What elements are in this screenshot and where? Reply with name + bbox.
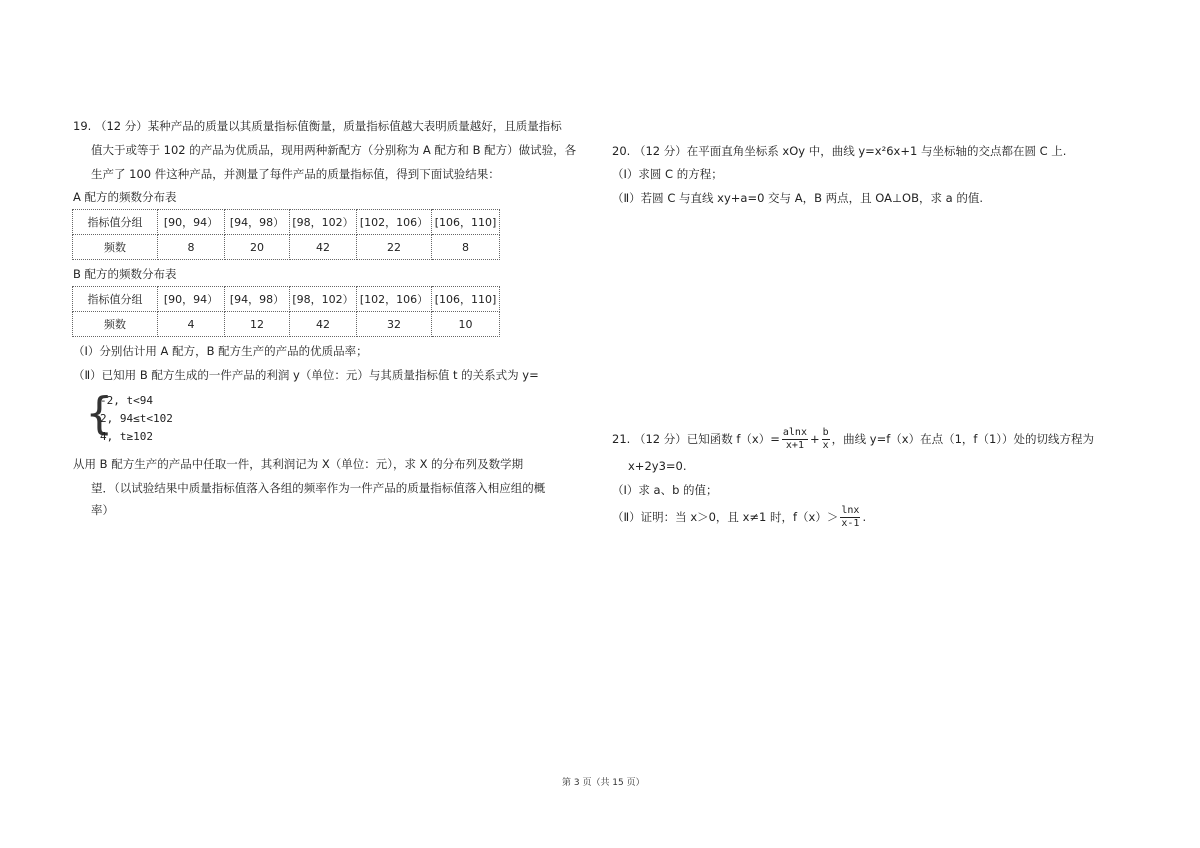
q19-tail3: 率） [91, 503, 114, 517]
table-cell: [98，102） [290, 287, 357, 312]
q21-prefix: 21. （12 分）已知函数 f（x）= [612, 432, 780, 446]
table-cell: 42 [290, 235, 357, 260]
table-cell: 12 [225, 312, 290, 337]
table-a-data-row [73, 235, 500, 260]
q19-part1: （Ⅰ）分别估计用 A 配方，B 配方生产的产品的优质品率； [73, 344, 368, 358]
table-cell: 20 [225, 235, 290, 260]
q20-part2: （Ⅱ）若圆 C 与直线 xy+a=0 交与 A，B 两点，且 OA⊥OB，求 a 的值. [612, 191, 983, 205]
fraction-denominator: x [822, 440, 829, 451]
table-cell: [98，102） [290, 210, 357, 235]
table-cell: [90，94） [158, 287, 225, 312]
table-a-header-row [73, 210, 500, 235]
fraction-alnx-over-x-plus-1 [782, 427, 808, 452]
q21-part2-suffix: . [862, 510, 867, 524]
q19-part2: （Ⅱ）已知用 B 配方生成的一件产品的利润 y（单位：元）与其质量指标值 t 的关系式为 y= [73, 368, 539, 382]
q21-part2 [612, 502, 866, 532]
piece-1: -2, t<94 [100, 394, 153, 407]
table-cell: [90，94） [158, 210, 225, 235]
q19-line1: 19. （12 分）某种产品的质量以其质量指标值衡量，质量指标值越大表明质量越好，且质量指标 [73, 119, 562, 133]
table-cell: [106，110] [432, 210, 500, 235]
q20-part1: （Ⅰ）求圆 C 的方程； [612, 167, 723, 181]
table-cell: 10 [432, 312, 500, 337]
table-b-header-row [73, 287, 500, 312]
q19-tail1: 从用 B 配方生产的产品中任取一件，其利润记为 X（单位：元），求 X 的分布列及数学期 [73, 457, 524, 471]
plus-sign: + [809, 432, 820, 446]
fraction-denominator: x-1 [841, 518, 860, 529]
table-cell: 22 [357, 235, 432, 260]
table-cell: [106，110] [432, 287, 500, 312]
q19-line3: 生产了 100 件这种产品，并测量了每件产品的质量指标值，得到下面试验结果： [91, 167, 500, 181]
q21-part2-prefix: （Ⅱ）证明：当 x＞0，且 x≠1 时，f（x）＞ [612, 510, 839, 524]
table-cell: 指标值分组 [73, 210, 158, 235]
table-cell: 频数 [73, 312, 158, 337]
q20-line1: 20. （12 分）在平面直角坐标系 xOy 中，曲线 y=x²6x+1 与坐标轴的交点都在圆 C 上. [612, 144, 1067, 158]
piecewise-function [100, 392, 173, 446]
piece-2: 2, 94≤t<102 [100, 412, 173, 425]
q21-part1: （Ⅰ）求 a、b 的值； [612, 483, 718, 497]
fraction-numerator: alnx [782, 427, 807, 438]
table-cell: 8 [158, 235, 225, 260]
fraction-b-over-x [822, 427, 830, 452]
fraction-numerator: b [822, 427, 829, 438]
table-cell: [102，106） [357, 287, 432, 312]
table-cell: 32 [357, 312, 432, 337]
table-cell: 42 [290, 312, 357, 337]
table-a [72, 209, 500, 260]
brace-icon: { [86, 388, 113, 439]
fraction-numerator: lnx [841, 505, 860, 516]
piece-3: 4, t≥102 [100, 430, 153, 443]
q19-line2: 值大于或等于 102 的产品为优质品，现用两种新配方（分别称为 A 配方和 B 配方）做试验，各 [91, 143, 577, 157]
table-b-data-row [73, 312, 500, 337]
table-cell: [94，98） [225, 210, 290, 235]
q21-line1 [612, 424, 1094, 454]
table-cell: 4 [158, 312, 225, 337]
q19-tail2: 望．（以试验结果中质量指标值落入各组的频率作为一件产品的质量指标值落入相应组的概 [91, 481, 546, 495]
fraction-lnx-over-x-minus-1 [840, 505, 860, 530]
table-b [72, 286, 500, 337]
table-cell: 8 [432, 235, 500, 260]
table-cell: 指标值分组 [73, 287, 158, 312]
table-cell: 频数 [73, 235, 158, 260]
table-cell: [102，106） [357, 210, 432, 235]
table-b-title: B 配方的频数分布表 [73, 267, 177, 281]
table-a-title: A 配方的频数分布表 [73, 190, 177, 204]
table-cell: [94，98） [225, 287, 290, 312]
q21-line2: x+2y3=0. [628, 459, 687, 473]
q21-suffix: ，曲线 y=f（x）在点（1，f（1））处的切线方程为 [831, 432, 1095, 446]
fraction-denominator: x+1 [785, 440, 804, 451]
page-number: 第 3 页（共 15 页） [562, 778, 645, 788]
